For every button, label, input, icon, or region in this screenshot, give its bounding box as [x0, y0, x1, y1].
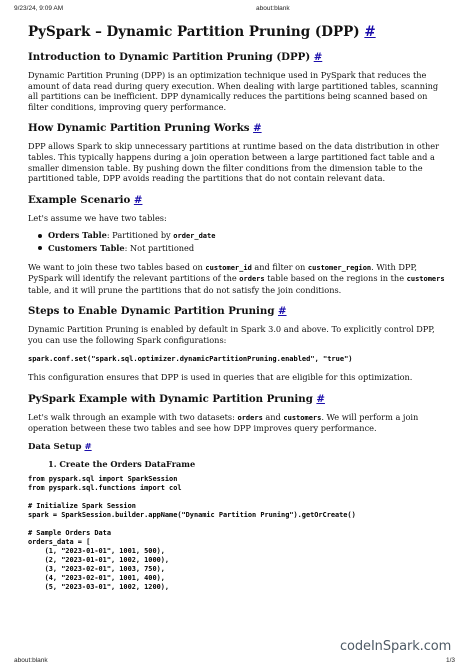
how-anchor-link[interactable]: #	[253, 122, 262, 135]
text-span: . With DPP, PySpark will identify the relevant partitions of the	[28, 261, 417, 284]
config-code	[28, 353, 448, 365]
example-intro: Let's assume we have two tables:	[28, 212, 167, 223]
setup-heading	[28, 442, 448, 453]
list-item-name: Customers Table	[48, 242, 125, 253]
pyex-paragraph	[28, 412, 448, 434]
text-span: and	[262, 411, 284, 422]
print-page-title: about:blank	[256, 5, 290, 12]
page-title-text: PySpark – Dynamic Partition Pruning (DPP)	[28, 24, 360, 40]
pyex-heading-text: PySpark Example with Dynamic Partition Pruning	[28, 392, 313, 405]
text-span: and filter on	[251, 261, 308, 272]
config-code-text: spark.conf.set("spark.sql.optimizer.dynamicPartitionPruning.enabled", "true")	[28, 354, 353, 363]
print-date: 9/23/24, 9:09 AM	[14, 5, 64, 12]
article	[28, 24, 448, 592]
list-item	[48, 243, 448, 254]
list-item-name: Orders Table	[48, 230, 107, 241]
how-heading-text: How Dynamic Partition Pruning Works	[28, 122, 250, 135]
inline-code: customers	[283, 413, 322, 422]
intro-heading	[28, 51, 448, 64]
list-item: 1. Create the Orders DataFrame	[48, 458, 196, 469]
steps-after: This configuration ensures that DPP is used in queries that are eligible for this optimization.	[28, 372, 413, 383]
page-title	[28, 24, 448, 41]
site-watermark: codeInSpark.com	[340, 639, 452, 654]
pyex-heading	[28, 393, 448, 406]
steps-paragraph: Dynamic Partition Pruning is enabled by default in Spark 3.0 and above. To explicitly control DPP, you can use the following Spark configurations:	[28, 324, 435, 345]
inline-code: orders	[239, 275, 265, 284]
print-header	[0, 0, 474, 16]
text-span: table based on the regions in the	[264, 273, 407, 284]
text-span: . We will perform a join operation between these two tables and see how DPP improves query performance.	[28, 411, 419, 434]
steps-anchor-link[interactable]: #	[278, 305, 287, 318]
intro-anchor-link[interactable]: #	[313, 51, 323, 63]
print-footer-page: 1/3	[446, 657, 456, 664]
example-paragraph	[28, 262, 448, 296]
setup-anchor-link[interactable]: #	[84, 441, 92, 452]
list-item-code: order_date	[173, 232, 216, 241]
tables-list	[28, 230, 448, 253]
inline-code: customer_region	[307, 263, 372, 272]
example-anchor-link[interactable]: #	[133, 193, 143, 206]
list-item-desc: : Partitioned by	[106, 230, 174, 241]
setup-steps	[28, 459, 448, 470]
code-block: from pyspark.sql import SparkSession from pyspark.sql.functions import col # Initialize Spark Session spark = SparkSession.builder.appName("Dynamic Partition Pruning").getOrCreate() # Sample Orders Data orders_data = [ (1, "2023-01-01", 1001, 500), (2, "2023-01-01", 1002, 1000), (3, "2023-02-01", 1003, 750), (4, "2023-02-01", 1001, 400), (5, "2023-03-01", 1002, 1200),	[28, 475, 356, 592]
text-span: Let's walk through an example with two datasets:	[28, 411, 238, 422]
text-span: We want to join these two tables based on	[28, 261, 206, 272]
list-item-desc: : Not partitioned	[124, 242, 195, 253]
setup-heading-text: Data Setup	[28, 441, 82, 452]
steps-heading-text: Steps to Enable Dynamic Partition Pruning	[28, 305, 275, 318]
example-heading	[28, 194, 448, 207]
intro-heading-text: Introduction to Dynamic Partition Pruning (DPP)	[28, 51, 311, 63]
how-heading	[28, 122, 448, 135]
how-paragraph: DPP allows Spark to skip unnecessary partitions at runtime based on the data distribution in other tables. This typically happens during a join operation between a large partitioned fact table and a smaller dimension table. By pushing down the filter conditions from the dimension table to the partitioned table, DPP avoids reading the partitions that do not contain relevant data.	[28, 141, 440, 184]
inline-code: customers	[406, 275, 445, 284]
title-anchor-link[interactable]: #	[364, 24, 376, 40]
steps-heading	[28, 305, 448, 318]
example-heading-text: Example Scenario	[28, 193, 131, 206]
inline-code: customer_id	[205, 263, 252, 272]
inline-code: orders	[237, 413, 263, 422]
print-footer-url: about:blank	[14, 657, 48, 664]
text-span: table, and it will prune the partitions that do not satisfy the join conditions.	[28, 284, 342, 295]
list-item	[48, 230, 448, 242]
intro-paragraph: Dynamic Partition Pruning (DPP) is an optimization technique used in PySpark that reduces the amount of data read during query execution. When dealing with large partitioned tables, scanning all partitions can be inefficient. DPP dynamically reduces the partitions being scanned based on filter conditions, improving query performance.	[28, 70, 439, 112]
pyex-anchor-link[interactable]: #	[316, 392, 325, 405]
